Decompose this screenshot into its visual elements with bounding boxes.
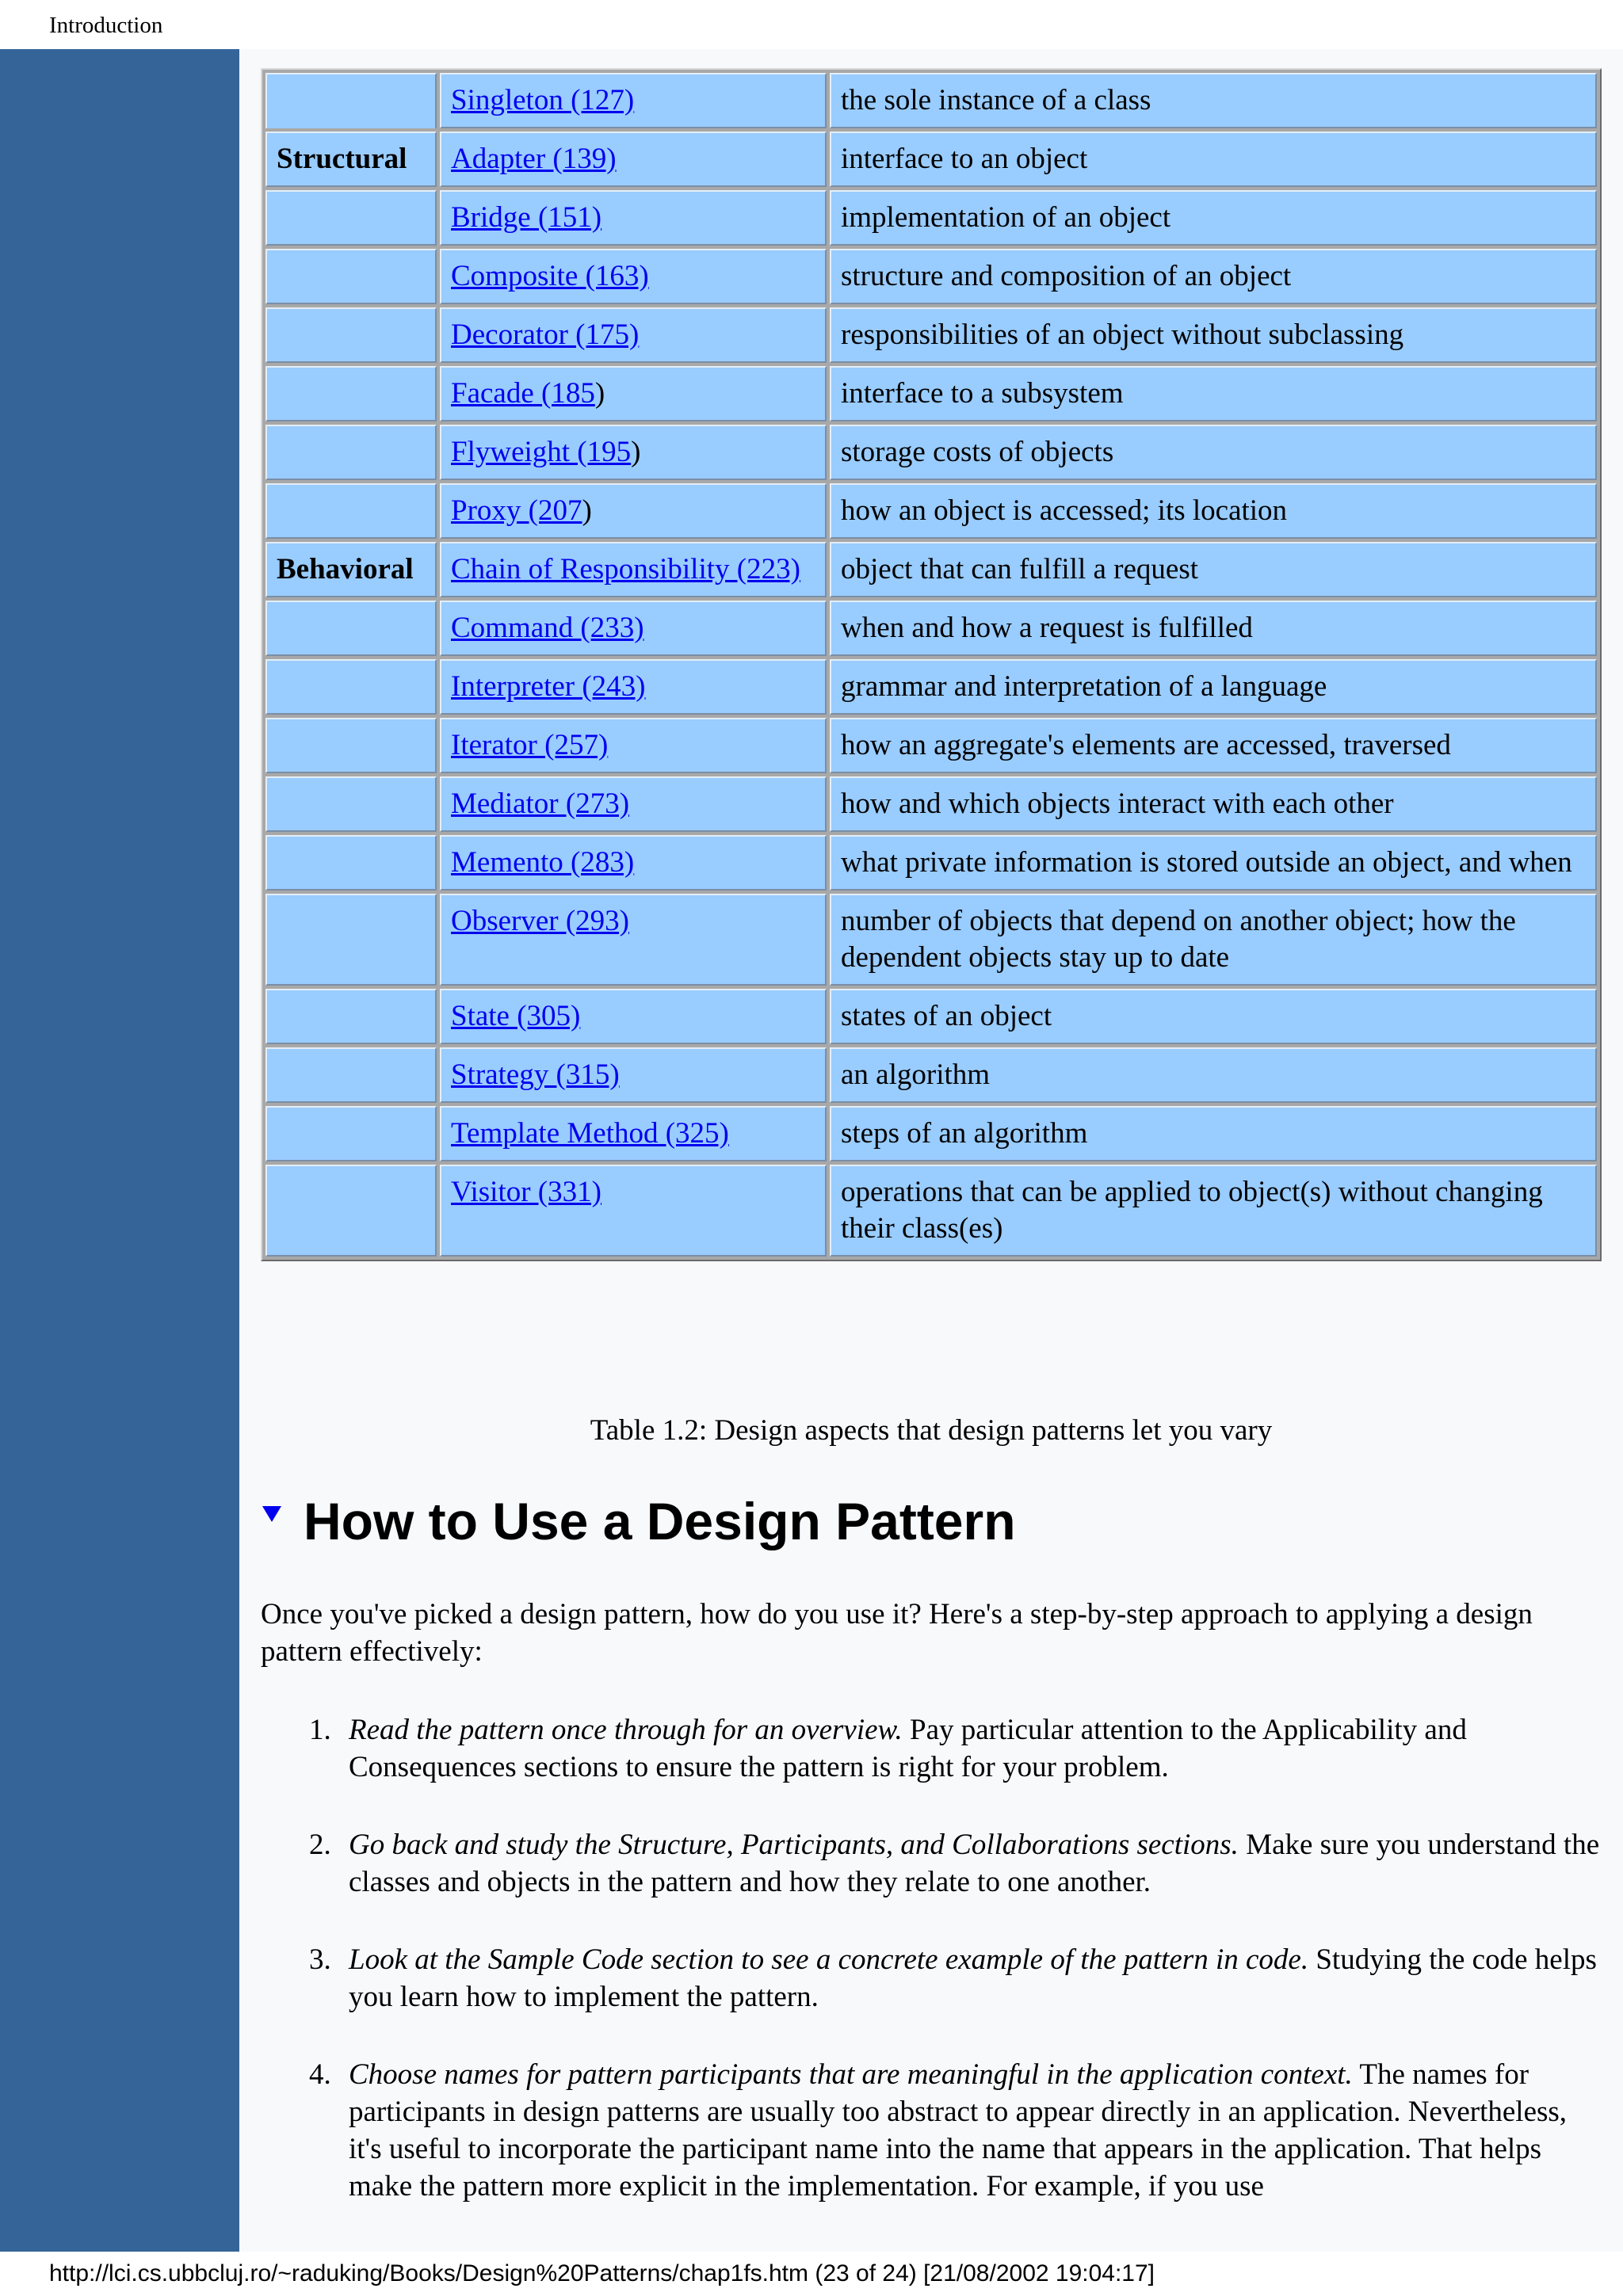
- pattern-cell: [440, 776, 827, 832]
- purpose-cell: [265, 776, 437, 832]
- purpose-cell: [265, 483, 437, 539]
- step-text: The names for participants in design patterns are usually too abstract to appear directly in an application. Nevertheless, it's useful to incorporate the participant name into the name that appears in the application. That helps make the pattern more explicit in the implementation. For example, if you use: [349, 2058, 1568, 2203]
- pattern-link[interactable]: Decorator (175): [451, 318, 640, 351]
- list-item: [309, 1711, 1601, 1786]
- pattern-link[interactable]: Template Method (325): [451, 1117, 729, 1150]
- aspect-cell: number of objects that depend on another object; how the dependent objects stay up to date: [830, 894, 1597, 986]
- step-lead: Read the pattern once through for an overview.: [349, 1714, 903, 1746]
- section-heading: [261, 1489, 1016, 1553]
- pattern-link[interactable]: State (305): [451, 1000, 581, 1032]
- pattern-link[interactable]: Iterator (257): [451, 729, 609, 761]
- pattern-cell: [440, 718, 827, 773]
- aspect-cell: interface to a subsystem: [830, 366, 1597, 421]
- aspect-cell: what private information is stored outside an object, and when: [830, 835, 1597, 891]
- table-row: [265, 366, 1597, 421]
- purpose-cell: [265, 601, 437, 656]
- purpose-cell: [265, 1165, 437, 1257]
- pattern-link[interactable]: Chain of Responsibility (223): [451, 553, 800, 585]
- table-row: [265, 1106, 1597, 1161]
- purpose-cell: [265, 425, 437, 480]
- table-caption: Table 1.2: Design aspects that design patterns let you vary: [590, 1414, 1273, 1447]
- pattern-link[interactable]: Facade (185: [451, 377, 595, 410]
- aspect-cell: when and how a request is fulfilled: [830, 601, 1597, 656]
- purpose-cell: [265, 659, 437, 715]
- pattern-link[interactable]: Command (233): [451, 612, 644, 644]
- pattern-suffix: ): [631, 436, 641, 468]
- aspect-cell: how an object is accessed; its location: [830, 483, 1597, 539]
- sidebar: [0, 49, 239, 2252]
- aspect-cell: storage costs of objects: [830, 425, 1597, 480]
- step-lead: Go back and study the Structure, Participants, and Collaborations sections.: [349, 1829, 1239, 1861]
- aspect-cell: operations that can be applied to object(s) without changing their class(es): [830, 1165, 1597, 1257]
- purpose-cell: [265, 718, 437, 773]
- table-row: [265, 132, 1597, 187]
- step-number: 2.: [309, 1829, 331, 1861]
- pattern-link[interactable]: Memento (283): [451, 846, 635, 879]
- list-item: [309, 1941, 1601, 2016]
- aspect-cell: responsibilities of an object without subclassing: [830, 307, 1597, 363]
- steps-list: [309, 1711, 1601, 2245]
- purpose-cell: [265, 73, 437, 128]
- step-text: Make sure you understand the classes and objects in the pattern and how they relate to one another.: [349, 1829, 1600, 1898]
- aspect-cell: how an aggregate's elements are accessed, traversed: [830, 718, 1597, 773]
- pattern-cell: [440, 73, 827, 128]
- pattern-link[interactable]: Strategy (315): [451, 1058, 620, 1091]
- intro-paragraph: Once you've picked a design pattern, how do you use it? Here's a step-by-step approach to applying a design pattern effectively:: [261, 1598, 1533, 1668]
- pattern-cell: [440, 989, 827, 1044]
- pattern-cell: [440, 1106, 827, 1161]
- purpose-cell: [265, 307, 437, 363]
- pattern-cell: [440, 366, 827, 421]
- triangle-down-icon[interactable]: [262, 1506, 281, 1522]
- purpose-cell: [265, 835, 437, 891]
- pattern-cell: [440, 132, 827, 187]
- purpose-cell: [265, 1047, 437, 1103]
- aspect-cell: how and which objects interact with each other: [830, 776, 1597, 832]
- pattern-link[interactable]: Interpreter (243): [451, 670, 646, 703]
- table-row: [265, 425, 1597, 480]
- pattern-cell: [440, 425, 827, 480]
- purpose-cell: [265, 249, 437, 304]
- aspect-cell: interface to an object: [830, 132, 1597, 187]
- table-row: [265, 73, 1597, 128]
- purpose-cell: Behavioral: [265, 542, 437, 597]
- table-row: [265, 307, 1597, 363]
- purpose-cell: [265, 989, 437, 1044]
- table-row: [265, 249, 1597, 304]
- table-row: [265, 601, 1597, 656]
- pattern-cell: [440, 1047, 827, 1103]
- pattern-link[interactable]: Flyweight (195: [451, 436, 632, 468]
- pattern-link[interactable]: Composite (163): [451, 260, 649, 292]
- pattern-link[interactable]: Proxy (207: [451, 494, 582, 527]
- pattern-link[interactable]: Adapter (139): [451, 143, 617, 175]
- aspect-cell: grammar and interpretation of a language: [830, 659, 1597, 715]
- list-item: [309, 1826, 1601, 1901]
- pattern-link[interactable]: Visitor (331): [451, 1176, 601, 1208]
- pattern-link[interactable]: Singleton (127): [451, 84, 635, 116]
- design-patterns-table: [261, 68, 1602, 1261]
- aspect-cell: steps of an algorithm: [830, 1106, 1597, 1161]
- aspect-cell: the sole instance of a class: [830, 73, 1597, 128]
- pattern-cell: [440, 835, 827, 891]
- table-row: [265, 659, 1597, 715]
- table-row: [265, 776, 1597, 832]
- pattern-link[interactable]: Bridge (151): [451, 201, 602, 234]
- purpose-cell: [265, 190, 437, 246]
- print-header: Introduction: [49, 13, 163, 38]
- pattern-link[interactable]: Mediator (273): [451, 788, 630, 820]
- purpose-cell: [265, 894, 437, 986]
- step-text: Pay particular attention to the Applicability and Consequences sections to ensure the pattern is right for your problem.: [349, 1714, 1467, 1783]
- step-lead: Look at the Sample Code section to see a concrete example of the pattern in code.: [349, 1943, 1309, 1976]
- purpose-cell: [265, 1106, 437, 1161]
- step-number: 3.: [309, 1943, 331, 1976]
- table-row: [265, 894, 1597, 986]
- pattern-suffix: ): [582, 494, 592, 527]
- print-footer: http://lci.cs.ubbcluj.ro/~raduking/Books/Design%20Patterns/chap1fs.htm (23 of 24) [21/08/2002 19:04:17]: [49, 2260, 1155, 2286]
- aspect-cell: states of an object: [830, 989, 1597, 1044]
- pattern-cell: [440, 307, 827, 363]
- purpose-cell: Structural: [265, 132, 437, 187]
- purpose-cell: [265, 366, 437, 421]
- pattern-cell: [440, 601, 827, 656]
- pattern-cell: [440, 190, 827, 246]
- pattern-cell: [440, 1165, 827, 1257]
- pattern-cell: [440, 659, 827, 715]
- step-number: 4.: [309, 2058, 331, 2091]
- list-item: [309, 2056, 1601, 2205]
- pattern-suffix: ): [594, 377, 605, 410]
- table-row: [265, 718, 1597, 773]
- step-number: 1.: [309, 1714, 331, 1746]
- aspect-cell: object that can fulfill a request: [830, 542, 1597, 597]
- table-row: [265, 483, 1597, 539]
- aspect-cell: structure and composition of an object: [830, 249, 1597, 304]
- step-text: Studying the code helps you learn how to implement the pattern.: [349, 1943, 1597, 2013]
- pattern-cell: [440, 249, 827, 304]
- step-lead: Choose names for pattern participants that are meaningful in the application context.: [349, 2058, 1353, 2091]
- pattern-cell: [440, 542, 827, 597]
- table-row: [265, 1165, 1597, 1257]
- table-row: [265, 1047, 1597, 1103]
- table-row: [265, 989, 1597, 1044]
- pattern-cell: [440, 894, 827, 986]
- table-row: [265, 542, 1597, 597]
- table-row: [265, 835, 1597, 891]
- pattern-cell: [440, 483, 827, 539]
- aspect-cell: an algorithm: [830, 1047, 1597, 1103]
- section-heading-text: How to Use a Design Pattern: [304, 1492, 1016, 1550]
- table-row: [265, 190, 1597, 246]
- aspect-cell: implementation of an object: [830, 190, 1597, 246]
- pattern-link[interactable]: Observer (293): [451, 905, 629, 937]
